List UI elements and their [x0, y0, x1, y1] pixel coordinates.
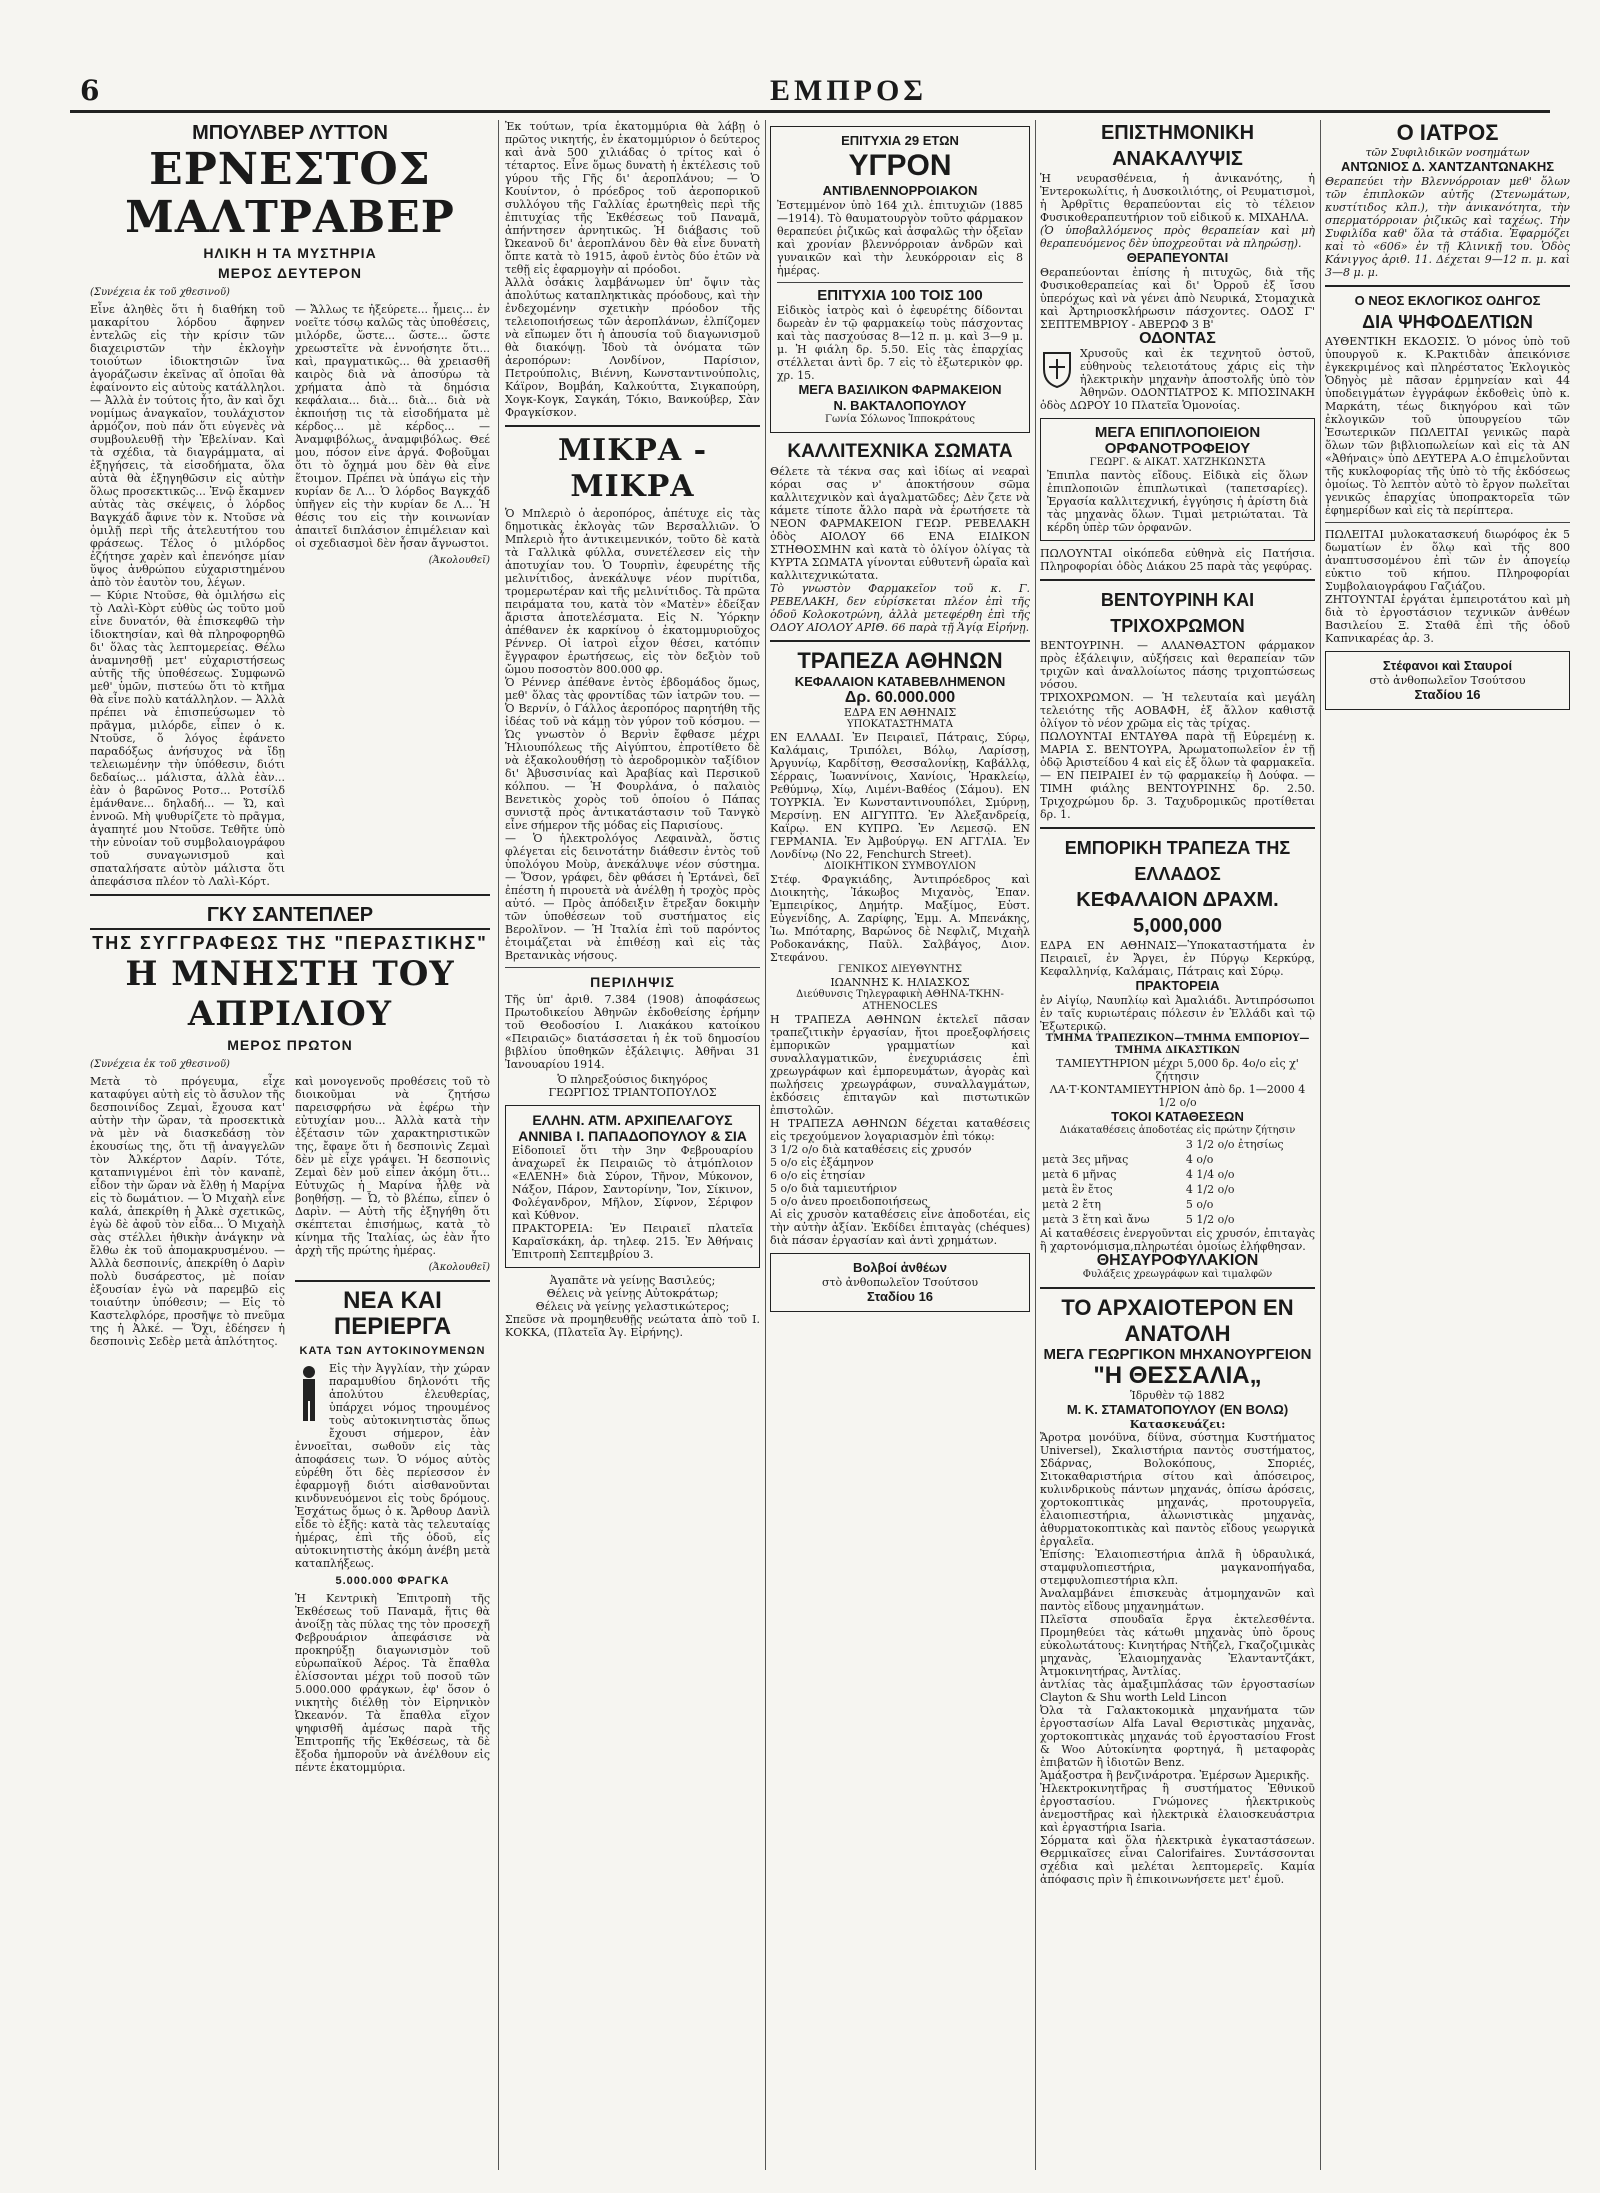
ad-heading: ΒΕΝΤΟΥΡΙΝΗ ΚΑΙ ΤΡΙΧΟΧΡΩΜΟΝ: [1100, 590, 1255, 636]
rate-value: 5 1/2 ο/ο: [1185, 1213, 1235, 1226]
pharmacy-name: ΜΕΓΑ ΒΑΣΙΛΙΚΟΝ ΦΑΡΜΑΚΕΙΟΝ Ν. ΒΑΚΤΑΛΟΠΟΥΛΟΥ: [798, 382, 1002, 413]
page-number: 6: [80, 74, 100, 107]
story-subtitle: ΗΛΙΚΗ Η ΤΑ ΜΥΣΤΗΡΙΑ: [203, 245, 377, 261]
ad-heading: ΚΑΛΛΙΤΕΧΝΙΚΑ ΣΩΜΑΤΑ: [787, 441, 1013, 462]
ad-text: Θεραπεύονται ἐπίσης ἡ πιτυχῶς, διὰ τῆς Φυσικοθεραπείας καὶ δι' Ὀρροῦ ἐξ ἴσου ὑπερόχως καὶ νὰ γένει ἀπὸ Νευρικά, Στομαχικὰ καὶ Ἀρτηριοσκλήρωσιν πάσχοντες. ΟΔΟΣ Γ' ΣΕΠΤΕΜΒΡΙΟΥ - ΑΒΕΡΩΦ 3 Β': [1040, 266, 1315, 331]
rate-value: 4 1/2 ο/ο: [1185, 1183, 1235, 1196]
ad-heading: ΟΔΟΝΤΑΣ: [1139, 330, 1216, 347]
ad-address: Σταδίου 16: [1414, 687, 1481, 702]
masthead: [70, 70, 1550, 113]
departments: ΤΜΗΜΑ ΤΡΑΠΕΖΙΚΟΝ—ΤΜΗΜΑ ΕΜΠΟΡΙΟΥ—ΤΜΗΜΑ ΔΙΚΑΣΤΙΚΩΝ: [1045, 1033, 1310, 1056]
ad-subheading: τῶν Συφιλιδικῶν νοσημάτων: [1365, 146, 1530, 159]
pharmacy-ad: [770, 126, 1030, 433]
tail-line: Θέλεις νὰ γείνῃς γελαστικώτερος;: [535, 1300, 730, 1313]
story-text: Εἰς τὴν Ἀγγλίαν, τὴν χώραν παραμυθίου δηλονότι τῆς ἀπολύτου ἐλευθερίας, ὑπάρχει νόμος τηρουμένος τοὺς αὐτοκινητιστὰς ὅπως ἔχουσι σήμερον, ἐὰν ἐννοεῖται, σωθοῦν εἰς τὰς ἀποφάσεις των. Ὁ νόμος αὐτὸς εὑρέθη ὅτι δὲς περίεσσον ἐν ἐφαρμογῇ διότι αἰσθανοῦνται κινδυνευόμενοι εἰς τοὺς δρόμους. Ἐσχάτως ὅμως ὁ κ. Ἄρθουρ Δανὶλ εἶδε τὸ ἑξῆς: κατὰ τὰς τελευταίας ἡμέρας, ἐπὶ τῆς ὁδοῦ, εἷς αὐτοκινητιστὴς ἀκόμη ἀνέβη μετὰ καταπλήξεως.: [295, 1362, 490, 1570]
continued-end: (Ἀκολουθεῖ): [428, 1262, 490, 1273]
ad-text: ΒΕΝΤΟΥΡΙΝΗ. — ΑΛΑΝΘΑΣΤΟΝ φάρμακον πρὸς ἐξάλειψιν, αὐξήσεις καὶ θεραπείαν τῶν τριχῶν καὶ ἀναλλοίωτος πάσης τριχοπτώσεως νόσου.: [1040, 639, 1315, 691]
story-part: ΜΕΡΟΣ ΠΡΩΤΟΝ: [227, 1037, 353, 1053]
story-text: Εἶνε ἀληθὲς ὅτι ἡ διαθήκη τοῦ μακαρίτου λόρδου ἄφηνεν ἐντελῶς εἰς τὴν κρίσιν τῶν διαχειριστῶν τὴν ἐκλογὴν τοιούτων ἰδιοκτησιῶν ἵνα ἀγοράζωσιν ἐκεῖνας αἵ ὁποῖαι θὰ ἐφαίνοντο εἰς αὐτοὺς κατάλληλοι. — Ἀλλὰ ἐν τούτοις ἦτο, ἂν καὶ ὄχι νομίμως ἀναγκαῖον, τουλάχιστον ἁρμόζον, ποὺ πάν ὅτι εὐγενὲς νὰ συμβουλευθῇ τὴν Ἐβελίναν. Καὶ τὰ σχέδια, τὰ διαγράμματα, αἱ ἐξηγήσεις, τὰ εἰσοδήματα, ὅλα αὐτὰ θὰ ἐξηγηθῶσιν εἰς αὐτὴν ὅλως προσεκτικῶς... Ἐνῷ ἔκαμνεν αὐτὰς τὰς σκέψεις, ὁ λόρδος Βαγκχάδ ἄφινε τὸν κ. Ντοῦσε νὰ ὁμιλῇ περὶ τῆς ἀτελευτήτου του φράσεως. Τέλος ὁ μιλόρδος ἐζήτησε χαρὲν καὶ ἐπενόησε μίαν ὕψος ἀνθρώπου εὐχαριστημένου ἀπὸ τὸν ἑαυτὸν του, λέγων.: [90, 303, 285, 589]
rate-row: [1040, 1212, 1315, 1227]
column-divider: [765, 120, 766, 2170]
ad-text: Θέλετε τὰ τέκνα σας καὶ ἰδίως αἱ νεαραὶ κόραι σας ν' ἀποκτήσουν σῶμα καλλιτεχνικὸν καὶ ἀγαλματῶδες; Δὲν ζετε νὰ κάμετε τίποτε ἄλλο παρὰ νὰ ἐρωτήσετε τὰ ΝΕΟΝ ΦΑΡΜΑΚΕΙΟΝ ΓΕΩΡ. ΡΕΒΕΛΑΚΗ ὁδὸς ΑΙΟΛΟΥ 66 ΕΝΑ ΕΙΔΙΚΟΝ ΣΤΗΘΟΣΜΗΝ καὶ κατὰ τὸ ὀλίγον ὀλίγας τὰ ΚΥΡΤΑ ΣΩΜΑΤΑ γίνονται εὐθυτενῆ ὡραῖα καὶ καλλιτεχνικώτατα.: [770, 465, 1030, 582]
ad-text: (Ὁ ὑποβαλλόμενος πρὸς θεραπείαν καὶ μὴ θεραπευόμενος δὲν ὑποχρεοῦται νὰ πληρώσῃ).: [1040, 224, 1315, 250]
ad-heading: ΕΠΙΤΥΧΙΑ 100 ΤΟΙΣ 100: [817, 287, 983, 304]
bank-seat: ΕΔΡΑ ΕΝ ΑΘΗΝΑΙΣ: [843, 706, 957, 719]
ad-text: στὸ ἀνθοπωλεῖον Τσούτσου: [1369, 674, 1526, 687]
ad-text: ΠΩΛΟΥΝΤΑΙ οἰκόπεδα εὐθηνὰ εἰς Πατήσια. Πληροφορίαι ὁδὸς Διάκου 25 παρὰ τὰς γεφύρας.: [1040, 547, 1315, 573]
column-1: [90, 120, 490, 2170]
divider: [505, 425, 760, 427]
prize-amount: 5.000.000 ΦΡΑΓΚΑ: [335, 1575, 450, 1587]
column-divider: [1320, 120, 1321, 2170]
lawyer-signature: Ὁ πληρεξούσιος δικηγόρος ΓΕΩΡΓΙΟΣ ΤΡΙΑΝΤΟΠΟΥΛΟΣ: [548, 1073, 717, 1099]
stock-text: Πλεῖστα σπουδαῖα ἔργα ἐκτελεσθέντα. Προμηθεύει τὰς κάτωθι μηχανὰς ὑπὸ ὅρους εὐκολωτάτους: Κινητήρας Ντῆζελ, Γκαζοζιμικὰς μηχανὰς, Ἐλαιομηχανὰς Ἐλανταντζάκτ, Ἀτμοκινητήρας, Ἀντλίας.: [1040, 1613, 1315, 1678]
tail-line: Θέλεις νὰ γείνῃς Αὐτοκράτωρ;: [546, 1287, 719, 1300]
makes-heading: Κατασκευάζει:: [1129, 1418, 1226, 1431]
bank-branches-heading: ΥΠΟΚΑΤΑΣΤΗΜΑΤΑ: [847, 719, 953, 730]
agencies-text: ΠΡΑΚΤΟΡΕΙΑ: Ἐν Πειραιεῖ πλατεῖα Καραϊσκάκη, ἀρ. τηλεφ. 215. Ἐν Ἀθήναις Ἐπιτροπὴ Σεπτεμβρίου 3.: [512, 1222, 753, 1261]
author-heading: ΓΚΥ ΣΑΝΤΕΠΛΕΡ: [206, 904, 374, 926]
story-title: ΕΡΝΕΣΤΟΣ ΜΑΛΤΡΑΒΕΡ: [125, 144, 455, 243]
divider: [770, 640, 1030, 642]
bank-seat: ΕΔΡΑ ΕΝ ΑΘΗΝΑΙΣ—Ὑποκαταστήματα ἐν Πειραιεῖ, ἐν Ἄργει, ἐν Πύργῳ Κερκύρᾳ, Κεφαλληνίᾳ, Καλάμαις, Πάτραις καὶ Σύρῳ.: [1040, 939, 1315, 978]
brand-text: Σόρματα καὶ ὅλα ἠλεκτρικὰ ἐγκαταστάσεων. Θερμικαῖσες εἶναι Calorifaires. Συντάσσονται σχέδια καὶ μελέται λεπτομερεῖς. Καμία ἀπόφασις πρὶν ἢ ἐπικοινωνήσετε μετ' ἐμοῦ.: [1040, 1834, 1315, 1886]
deposit-tail: Αἱ εἰς χρυσὸν καταθέσεις εἶνε ἀποδοτέαι, εἰς τὴν αὐτὴν ἀξίαν. Ἐκδίδει ἐπιταγὰς (chéques) διὰ πάσαν ἐργασίαν καὶ ἀντὶ χρημάτων.: [770, 1208, 1030, 1247]
divider: [295, 1280, 490, 1282]
rate-value: 3 1/2 ο/ο ἐτησίως: [1185, 1138, 1284, 1151]
flower-ad: [1325, 651, 1570, 710]
tail-text: Σπεῦσε νὰ προμηθευθῇς νεώτατα ἀπὸ τοῦ Ι. ΚΟΚΚΑ, (Πλατεῖα Ἁγ. Εἰρήνης).: [505, 1313, 760, 1339]
deposit-item: 5 ο/ο διὰ ταμιευτήριον: [770, 1182, 897, 1195]
owner-name: Μ. Κ. ΣΤΑΜΑΤΟΠΟΥΛΟΥ (ΕΝ ΒΟΛΩ): [1066, 1402, 1289, 1417]
rate-row: [1040, 1182, 1315, 1197]
ad-heading: Βολβοί ἀνθέων: [853, 1260, 947, 1275]
divider: [505, 967, 760, 968]
furniture-ad: [1040, 418, 1315, 541]
pharmacy-address: Γωνία Σόλωνος Ἱπποκράτους: [825, 414, 975, 425]
deposit-item: 3 1/2 ο/ο διὰ καταθέσεις εἰς χρυσόν: [770, 1143, 972, 1156]
continued-end: (Ἀκολουθεῖ): [428, 555, 490, 566]
ad-subheading: ΑΝΤΙΒΛΕΝΝΟΡΡΟΙΑΚΟΝ: [822, 183, 978, 198]
ad-heading: ΜΕΓΑ ΕΠΙΠΛΟΠΟΙΕΙΟΝ ΟΡΦΑΝΟΤΡΟΦΕΙΟΥ: [1094, 424, 1261, 457]
continued-note: (Συνέχεια ἐκ τοῦ χθεσινοῦ): [90, 287, 230, 298]
safe-subheading: Φυλάξεις χρεωγράφων καὶ τιμαλφῶν: [1082, 1269, 1273, 1280]
section-heading: ΜΙΚΡΑ - ΜΙΚΡΑ: [557, 433, 708, 504]
column-5: [1325, 120, 1570, 2170]
story-text: Ὁ Ρέννερ ἀπέθανε ἐντὸς ἑβδομάδος ὅμως, μεθ' ὅλας τὰς φροντίδας τῶν ἰατρῶν του. — Ὁ Βερνίν, ὁ Γάλλος ἀεροπόρος παρητήθη τῆς ἰδέας τοῦ νὰ κάμῃ τὸν γύρον τοῦ κόσμου. — Ὡς γνωστὸν ὁ Βερνὶν ἔφθασε μέχρι Ἡλιουπόλεως τῆς Αἰγύπτου, ἐπροτίθετο δὲ νὰ ἐξακολουθήσῃ τὸ ἀεροδρομικὸν ταξίδιον δι' Ἀβυσσινίας καὶ Ἀραβίας καὶ Περσικοῦ κόλπου. — Ἡ Φουρλάνα, ὁ παλαιὸς Βενετικὸς χορὸς τοῦ ὁποίου ὁ Πάπας συνιστᾷ πρὸς ἀντικατάστασιν τοῦ Τανγκὸ εἶνε σήμερον τῆς μόδας εἰς Παρισίους.: [505, 676, 760, 832]
divider: [1325, 285, 1570, 287]
ad-text: Ἡ νευρασθένεια, ἡ ἀνικανότης, ἡ Ἐντεροκωλίτις, ἡ Δυσκοιλιότης, οἱ Ρευματισμοὶ, ἡ Ἀρθρῖτις θεραπεύονται εἰς τὸ τέλειον Φυσικοθεραπευτήριον τοῦ εἰδικοῦ κ. ΜΙΧΑΗΛΑ.: [1040, 172, 1315, 224]
rates-table: [1040, 1137, 1315, 1227]
divider: [1040, 1287, 1315, 1289]
story-part: ΜΕΡΟΣ ΔΕΥΤΕΡΟΝ: [218, 265, 362, 281]
section-heading: ΝΕΑ ΚΑΙ ΠΕΡΙΕΡΓΑ: [333, 1287, 452, 1340]
bank-name: ΤΡΑΠΕΖΑ ΑΘΗΝΩΝ: [797, 648, 1003, 673]
column-divider: [1035, 120, 1036, 2170]
rate-value: 5 ο/ο: [1185, 1198, 1214, 1211]
ad-text: Θεραπεύει τὴν Βλεννόρροιαν μεθ' ὅλων τῶν ἐπιπλοκῶν αὐτῆς (Στενωμάτων, κυστίτιδος κλπ.), τὴν ἀνικανότητα, τὴν σπερματόρροιαν ῥιζικῶς καὶ ταχέως. Τὴν Συφιλίδα καθ' ὅλα τὰ στάδια. Ἐφαρμόζει καὶ τὸ «606» ἐν τῇ Κλινικῇ του. Ὁδὸς Κάνιγγος ἀριθ. 11. Δέχεται 9—12 π. μ. καὶ 3—8 μ. μ.: [1325, 175, 1570, 279]
story-columns: [90, 303, 490, 888]
deposit-item: 6 ο/ο εἰς ἐτησίαν: [770, 1169, 866, 1182]
gm-name: ΙΩΑΝΝΗΣ Κ. ΗΛΙΑΣΚΟΣ: [830, 976, 970, 989]
agencies-heading: ΠΡΑΚΤΟΡΕΙΑ: [1135, 978, 1220, 993]
brand-text: ἀντλίας τὰς ἀμαξιμπλάσας τῶν ἐργοστασίων Clayton & Shu worth Leld Lincon: [1040, 1678, 1315, 1704]
bank-capital: ΚΕΦΑΛΑΙΟΝ ΔΡΑΧΜ. 5,000,000: [1076, 889, 1279, 937]
board-heading: ΔΙΟΙΚΗΤΙΚΟΝ ΣΥΜΒΟΥΛΙΟΝ: [824, 861, 976, 872]
author-heading: ΜΠΟΥΛΒΕΡ ΛΥΤΤΟΝ: [192, 122, 388, 144]
bank-branches: ΕΝ ΕΛΛΑΔΙ. Ἐν Πειραιεῖ, Πάτραις, Σύρῳ, Καλάμαις, Τριπόλει, Βόλῳ, Λαρίσσῃ, Ἀργυνίῳ, Καρδίτσῃ, Θεσσαλονίκῃ, Καβάλλᾳ, Σέρραις, Ἰωαννίνοις, Χανίοις, Ἡρακλείῳ, Ρεθύμνῳ, Χίῳ, Λιμένι-Βαθέος (Σάμου). ΕΝ ΤΟΥΡΚΙΑ. Ἐν Κωνσταντινουπόλει, Σμύρνῃ, Μερσίνῃ. ΕΝ ΑΙΓΥΠΤΩ. Ἐν Ἀλεξανδρείᾳ, Καΐρῳ. ΕΝ ΚΥΠΡΩ. Ἐν Λεμεσῷ. ΕΝ ΓΕΡΜΑΝΙΑ. Ἐν Ἀμβούργῳ. ΕΝ ΑΓΓΛΙΑ. Ἐν Λονδίνῳ (No 22, Fenchurch Street).: [770, 731, 1030, 861]
story-text: — Ἄλλως τε ἠξεύρετε... ἦμεις... ἐν νοεῖτε τόσῳ καλῶς τὰς ὑποθέσεις, μιλόρδε, ὥστε... ὥστε... ὥστε χρεωστεῖτε νὰ ἐννοήσητε ὅτι... καὶ, πραγματικῶς... θὰ χρειασθῆ καιρὸς διὰ νὰ ἀποσύρω τὰ χρήματα ἀπὸ τὰ δημόσια κεφάλαια... διὰ... διὰ... διὰ νὰ ἐκποιήσῃ τις τὰ εἰσοδήματα μὲ κέρδος... μὲ κέρδος... — Ἀναμφιβόλως, ἀναμφιβόλως. Θεέ μου, πόσον εἶνε ἀργά. Φοβοῦμαι ὅτι τὸ ὄχημά μου δὲν θὰ εἶνε ἕτοιμον. Πρέπει νὰ ὑπάγω εἰς τὴν κυρίαν δε Λ... Ὁ λόρδος Βαγκχάδ ὑπῆγεν εἰς τὴν κυρίαν δε Λ... Ἡ θέσις του εἰς τὴν κοινωνίαν ἀπαιτεῖ διπλάσιον ἐπιμέλειαν καὶ οἱ σχεδιασμοὶ δὲν ἦσαν ἄγνωστοι.: [295, 303, 490, 550]
ad-heading: ΕΠΙΣΤΗΜΟΝΙΚΗ ΑΝΑΚΑΛΥΨΙΣ: [1100, 122, 1255, 170]
shipping-text: Εἰδοποιεῖ ὅτι τὴν 3ην Φεβρουαρίου ἀναχωρεῖ ἐκ Πειραιῶς τὸ ἀτμόπλοιον «ΕΛΕΝΗ» διὰ Σύρον, Τῆνον, Μύκονον, Νάξον, Πάρον, Σαντορίνην, Ἴον, Σίκινον, Φολέγανδρον, Μῆλον, Σίφνον, Σέριφον καὶ Κύθνον.: [512, 1144, 753, 1222]
machine-shop-subheading: ΜΕΓΑ ΓΕΩΡΓΙΚΟΝ ΜΗΧΑΝΟΥΡΓΕΙΟΝ: [1043, 1346, 1312, 1363]
shipping-company: ΕΛΛΗΝ. ΑΤΜ. ΑΡΧΙΠΕΛΑΓΟΥΣ ΑΝΝΙΒΑ Ι. ΠΑΠΑΔΟΠΟΥΛΟΥ & ΣΙΑ: [518, 1112, 747, 1144]
rate-row: [1040, 1197, 1315, 1212]
rate-row: [1040, 1137, 1315, 1152]
brand-text: Ἠλεκτροκινητῆρας ἢ συστήματος Ἐθνικοῦ ἐργοστασίου. Γνώμονες ἠλεκτρικοὺς ἀνεμοστῆρας καὶ ἠλεκτρικὰ ἐλαιοσκευάστρια καὶ ἐργαστήρια Isaria.: [1040, 1782, 1315, 1834]
man-illustration: [295, 1364, 323, 1427]
ad-text: Εἰδικὸς ἰατρὸς καὶ ὁ ἐφευρέτης δίδονται δωρεὰν ἐν τῷ φαρμακείῳ τοὺς πάσχοντας καὶ τὰς πασχούσας 8—12 π. μ. καὶ 3—9 μ. μ. Ἡ φιάλη δρ. 5.50. Εἰς τὰς ἐπαρχίας στέλλεται ἀντὶ δρ. 7 εἰς τὸ ἐξωτερικὸν φρ. χρ. 15.: [777, 304, 1023, 382]
rate-value: 4 ο/ο: [1185, 1153, 1214, 1166]
gm-heading: ΓΕΝΙΚΟΣ ΔΙΕΥΘΥΝΤΗΣ: [838, 964, 962, 975]
machine-shop-name: "Η ΘΕΣΣΑΛΙΑ„: [1093, 1362, 1262, 1389]
ad-heading: ΘΕΡΑΠΕΥΟΝΤΑΙ: [1126, 250, 1229, 265]
deposit-item: 5 ο/ο εἰς ἐξάμηνον: [770, 1156, 874, 1169]
makes-text: Ἄροτρα μονόϋνα, δίϋνα, σύστημα Κυστήματος Universel), Σκαλιστήρια παντὸς συστήματος, Σδάρνας, Βολοκόπους, Σποριές, Σιτοκαθαριστήρια σίτου καὶ ἀπόσειρος, κυλινδρικοὺς πάντων μηχανάς, ὀπίσω ἀρόσεις, χορτοκοπτικὰς μηχανάς, προτουργεῖα, ἐλαιοπιεστήρια, ἀλωνιστικὰς μηχανὰς, ἀθυρματοκοπτικὰς καὶ παντὸς εἴδους γεωργικὰ ἐργαλεῖα.: [1040, 1431, 1315, 1548]
deposit-list: [770, 1143, 1030, 1208]
rate-row: [1040, 1167, 1315, 1182]
founded-line: Ἱδρυθὲν τῷ 1882: [1130, 1389, 1225, 1402]
column-divider: [498, 120, 499, 2170]
section-subheading: ΚΑΤΑ ΤΩΝ ΑΥΤΟΚΙΝΟΥΜΕΝΩΝ: [299, 1345, 486, 1357]
ad-text: στὸ ἀνθοπωλεῖον Τσούτσου: [821, 1276, 979, 1289]
telegram-address: Διεύθυνσις Τηλεγραφικὴ ΑΘΗΝΑ-ΤΚΗΝ-ΑΤΗΕΝΟCLES: [796, 989, 1004, 1012]
story-text: καὶ μονογενοῦς προθέσεις τοῦ τὸ διοικοῦμαι νὰ ζητήσω παρεισφρήσω νὰ ἐφέρω τὴν εὐτυχίαν μου... Ἀλλὰ κατὰ τὴν ἐξέτασιν τῶν χαρακτηριστικῶν της, ἔφανε ὅτι ἡ δεσποινὶς Ζεμαὶ δὲν μὲ εἶχε γράψει. Ἡ δεσποινὶς Ζεμαὶ δὲν μοῦ εἶπεν ἀκόμη ὅτι... Εὐτυχῶς ἡ Μαρίνα ἦλθε νὰ βοηθήσῃ. — Ὦ, τὸ βλέπω, εἶπεν ὁ Δαρὶν. — Αὐτὴ τῆς ἐξηγήθη ὅτι σκέπτεται ἐπισήμως, κατὰ τὸ κίνημα τῆς Ἱταλίας, ὡς ἐὰν ἦτο ἀρχὴ τῆς πρώτης ἡμέρας.: [295, 1075, 490, 1257]
brand-text: Ἁμάξοστρα ἢ βενζινάροτρα. Ἐμέρσων Ἀμερικῆς.: [1040, 1769, 1310, 1782]
rate-term: μετὰ 2 ἔτη: [1042, 1198, 1101, 1211]
ad-text: ΤΡΙΧΟΧΡΩΜΟΝ. — Ἡ τελευταία καὶ μεγάλη τελειότης τῆς ΑΟΒΑΦΗ, ἐξ ἄλλον καθιστᾷ ὀλίγον τὸ νέον χρῶμα εἰς τὰς τρίχας.: [1040, 691, 1315, 730]
rate-term: μετὰ 3ες μῆνας: [1042, 1153, 1129, 1166]
tail-line: Ἀγαπᾶτε νὰ γείνῃς Βασιλεύς;: [549, 1274, 716, 1287]
story-kicker: ΤΗΣ ΣΥΓΓΡΑΦΕΩΣ ΤΗΣ "ΠΕΡΑΣΤΙΚΗΣ": [90, 928, 490, 954]
column-4: [1040, 120, 1315, 2170]
savings-line: ΤΑΜΙΕΥΤΗΡΙΟΝ μέχρι 5,000 δρ. 4ο/ο εἰς χ' ζήτησιν: [1056, 1057, 1299, 1083]
ad-heading: Ο ΝΕΟΣ ΕΚΛΟΓΙΚΟΣ ΟΔΗΓΟΣ: [1354, 293, 1541, 308]
bank-capital-label: ΚΕΦΑΛΑΙΟΝ ΚΑΤΑΒΕΒΛΗΜΕΝΟΝ: [794, 674, 1006, 689]
rate-row: [1040, 1152, 1315, 1167]
rate-value: 4 1/4 ο/ο: [1185, 1168, 1235, 1181]
shipping-ad: [505, 1105, 760, 1268]
column-3: [770, 120, 1030, 2170]
story-title: Η ΜΝΗΣΤΗ ΤΟΥ ΑΠΡΙΛΙΟΥ: [125, 954, 455, 1034]
story-text: Ἀλλὰ ὁσάκις λαμβάνωμεν ὑπ' ὄψιν τὰς ἀπολύτως καταπληκτικὰς πρόοδους, καὶ τὴν ἐνδεχομένην σχετικὴν πρόοδον τῆς τελειοποιήσεως τῶν ἀεροπλάνων, ἐλπίζομεν νὰ εἴπωμεν ὅτι ἡ ἀπουσία τοῦ διαγωνισμοῦ θὰ διακόψῃ. Ἰδοὺ τὰ ὀνόματα τῶν ἀεροπόρων: Λονδίνον, Παρίσιον, Πετρούπολις, Βιέννη, Κωνσταντινούπολις, Κάϊρον, Βομβάη, Καλκούττα, Σιγκαπούρη, Χογκ-Κογκ, Σαγκάη, Τόκιο, Βανκούβερ, Σὰν Φραγκίσκον.: [505, 276, 760, 419]
deposit-item: 5 ο/ο ἀνευ προειδοποιήσεως: [770, 1195, 928, 1208]
ad-text: Χρυσοῦς καὶ ἐκ τεχνητοῦ ὀστοῦ, εὐθηνοὺς τελειοτάτους χάρις εἰς τὴν ἠλεκτρικὴν μηχανὴν ἀποστολῆς ὑπὸ τὸν Ἀθηνῶν. ΟΔΟΝΤΙΑΤΡΟΣ Κ. ΜΠΟΣΙΝΑΚΗ ὁδὸς ΔΩΡΟΥ 10 Πλατεῖα Ὁμονοίας.: [1040, 347, 1315, 412]
rate-term: μετὰ ἓν ἔτος: [1042, 1183, 1113, 1196]
bank-name: ΕΜΠΟΡΙΚΗ ΤΡΑΠΕΖΑ ΤΗΣ ΕΛΛΑΔΟΣ: [1064, 838, 1291, 884]
notice-text: Τῆς ὑπ' ἀριθ. 7.384 (1908) ἀποφάσεως Πρωτοδικείου Ἀθηνῶν ἐκδοθείσης ἐρήμην τοῦ Θεοδοσίου Ι. Λιακάκου κατοίκου «Πειραιῶς» διατάσσεται ἡ ἐκ τοῦ δημοσίου βιβλίου ὑποθηκῶν ἐξάλειψις. Ἀθῆναι 31 Ἰανουαρίου 1914.: [505, 993, 760, 1071]
brand-text: Ὀλα τὰ Γαλακτοκομικὰ μηχανήματα τῶν ἐργοστασίων Alfa Laval Θεριστικὰς μηχανὰς, χορτοκοπτικὰς μηχανάς τοῦ ἐργοστασίου Frost & Woo Αὐτοκίνητα φορτηγά, ἢ μεταφορὰς ἐπιβατῶν ἢ ἰδιοτῶν Benz.: [1040, 1704, 1315, 1769]
ad-subheading: ΔΙΑ ΨΗΦΟΔΕΛΤΙΩΝ: [1362, 312, 1533, 332]
rate-term: [1040, 1137, 1184, 1152]
continued-note: (Συνέχεια ἐκ τοῦ χθεσινοῦ): [90, 1059, 230, 1070]
story-text: Ὁ Μπλεριὸ ὁ ἀεροπόρος, ἀπέτυχε εἰς τὰς δημοτικὰς ἐκλογὰς τῶν Βερσαλλιῶν. Ὁ Μπλεριὸ ἦτο ἀντικειμενικόν, τοῦτο δὲ κατὰ τὰ Γαλλικὰ φύλλα, συνετέλεσεν εἰς τὴν ἀποτυχίαν του. Ὁ Τουρπὶν, ἐφευρέτης τῆς μελινίτιδος, ἀνεκάλυψε νέον πυρίτιδα, τρομερωτέραν καὶ τῆς μελινίτιδος. Τὰ πρῶτα πειράματα του, κατὰ τὸν «Ματὲν» ἐδείξαν ἄριστα ἀποτελέσματα. Εἰς Ν. Ὑόρκην ἀπέθανεν ἐκ καρκίνου ὁ ἑκατομμυριοῦχος Ρέννερ. Οἱ ἰατροὶ εἶχον θέσει, κατόπιν ἔγγραφον ἐρωτήσεως, εἰς τὸν δεξιὸν τοῦ ὤμου ποσοστὸν 800.000 φρ.: [505, 507, 760, 676]
ad-heading: Ο ΙΑΤΡΟΣ: [1396, 120, 1499, 145]
divider: [90, 894, 490, 896]
repairs-text: Ἀναλαμβάνει ἐπισκευὰς ἀτμομηχανῶν καὶ παντὸς εἴδους μηχανημάτων.: [1040, 1587, 1315, 1613]
rates-intro: Διάκαταθέσεις ἀποδοτέας εἰς πρώτην ζήτησιν: [1059, 1125, 1296, 1136]
rates-tail: Αἱ καταθέσεις ἐνεργοῦνται εἰς χρυσόν, ἐπιταγὰς ἢ χαρτονόμισμα,πληρωτέαι ὁμοίως ἐλήφθησαν.: [1040, 1227, 1315, 1253]
agencies-text: ἐν Αἰγίῳ, Ναυπλίῳ καὶ Ἀμαλιάδι. Ἀντιπρόσωποι ἐν ταῖς κυριωτέραις πόλεσιν ἐν Ἑλλάδι καὶ τῷ Ἐξωτερικῷ.: [1040, 994, 1315, 1033]
ad-text: ΑΥΘΕΝΤΙΚΗ ΕΚΔΟΣΙΣ. Ὁ μόνος ὑπὸ τοῦ ὑπουργοῦ κ. Κ.Ρακτιδὰν ἀπεικόνισε ἐγκεκριμένος καὶ πληρέστατος Ἐκλογικὸς Ὁδηγὸς μὲ πᾶσαν ἐρμηνείαν καὶ 44 ὑποδειγμάτων ἐγγράφων ἐκδοθεὶς ὑπὸ κ. Μαρκάτη, τέως δικηγόρου καὶ τῶν ἐκλογικῶν τοῦ ὑπουργείου τῶν Ἐσωτερικῶν ΠΩΛΕΙΤΑΙ γενικῶς παρὰ ὅλων τῶν βιβλιοπωλείων καὶ εἰς τὰ ΑΝ «Ἀθήναις» ὑπὸ ΔΕΥΤΕΡΑ Α.Ο ἐπιμελοῦνται τῆς κυκλοφορίας τῆς ὑπὸ τὸ τῆς ἐκδόσεως ὁμοίως. Τὸ λεπτὸν αὐτὸ τὸ ἔργον πωλεῖται γενικῶς ἐπαρχίας ὑποπρακτορεῖα τῶν ἐφημερίδων καὶ εἰς τὰ περίπτερα.: [1325, 335, 1570, 517]
ad-text: Ἐπιπλα παντὸς εἴδους. Εἰδικὰ εἰς ὅλων ἐπιπλοποιῶν ἐπιπλωτικαὶ (ταπετσαρίες). Ἐργασία καλλιτεχνική, ἐγγύησις ἡ ἀρίστη διὰ τὰς μηχανὰς ὅλων. Τιμαὶ μετριώταται. Τὰ κέρδη ὑπὲρ τῶν ὀρφανῶν.: [1047, 469, 1308, 534]
rate-term: μετὰ 6 μῆνας: [1042, 1168, 1117, 1181]
doctor-name: ΑΝΤΩΝΙΟΣ Δ. ΧΑΝΤΖΑΝΤΩΝΑΚΗΣ: [1340, 159, 1555, 174]
story-columns: [90, 1075, 490, 1774]
ad-heading: ΥΓΡΟΝ: [848, 149, 952, 182]
rate-term: μετὰ 3 ἔτη καὶ ἄνω: [1042, 1213, 1150, 1226]
bank-capital-amount: Δρ. 60.000.000: [844, 689, 956, 706]
story-text: — Ὁ ἠλεκτρολόγος Λεφαινὰλ, ὅστις φλέγεται εἰς δεινοτάτην διάθεσιν ἐντὸς τοῦ ὑπολόγου Μοὺρ, ἀνεκάλυψε νέον σύστημα. — Ὅσον, γράφει, δὲν φθάσει ἡ Ἐρτάνεὶ, δεῖ ἐπέστη ἡ πιρουετὰ νὰ ἀνέλθῃ ἡ τροχὸς πρὸς αὐτό. — Πρὸς ἀπόδειξιν ἔτρεξαν δοκιμὴν τῶν ὑποθέσεων τοῦ συστήματος εἰς Βερολῖνον. — Ἡ Ἰταλία ἐπὶ τοῦ παρόντος ἐτοιμάζεται νὰ ἐπιθέσῃ καὶ εἰς τὰς Βρετανικὰς νήσους.: [505, 832, 760, 962]
board-members: Στέφ. Φραγκιάδης, Ἀντιπρόεδρος καὶ Διοικητὴς, Ἰάκωβος Μιχανὸς, Ἐπαν. Ἐμπειρίκος, Δημήτρ. Μαξίμος, Εὐστ. Εὐγενίδης, Α. Ζαρίφης, Ἐμμ. Α. Μπενάκης, Ἰω. Μπόταρης, Βαρώνος δὲ Νεφλιζ, Μιχαὴλ Ροδοκανάκης, Παῦλ. Σαλβάγος, Διον. Στεφάνου.: [770, 873, 1030, 964]
flower-ad: [770, 1253, 1030, 1312]
crest-emblem: [1040, 349, 1074, 392]
rates-heading: ΤΟΚΟΙ ΚΑΤΑΘΕΣΕΩΝ: [1111, 1109, 1244, 1124]
ad-text: Ἐστεμμένον ὑπὸ 164 χιλ. ἐπιτυχιῶν (1885—1914). Τὸ θαυματουργὸν τοῦτο φάρμακον θεραπεύει ῥιζικῶς καὶ ἀσφαλῶς τὴν ὀξεῖαν καὶ χρονίαν βλεννόρροιαν ἀνδρῶν καὶ γυναικῶν καὶ τὴν λευκόρροιαν εἰς 8 ἡμέρας.: [777, 199, 1023, 277]
ad-text: ΠΩΛΕΙΤΑΙ μυλοκατασκευή διωρόφος ἐκ 5 δωματίων ἐν ὅλῳ καὶ τῆς 800 ἀναπτυσσομένου ἐπὶ τῶν ἐν ἀπογείῳ εὐκτιο τοῦ κήπου. Πληροφορίαι Συμβολαιογράφου Γαζιάζου.: [1325, 528, 1570, 593]
ad-tagline: ΕΠΙΤΥΧΙΑ 29 ΕΤΩΝ: [841, 133, 959, 148]
bank-text: Η ΤΡΑΠΕΖΑ ΑΘΗΝΩΝ ἐκτελεῖ πᾶσαν τραπεζιτικὴν ἐργασίαν, ἤτοι προεξοφλήσεις ἐμπορικῶν γραμματίων καὶ συναλλαγματικῶν, ἐνεχυριάσεις ἐπὶ χρεωγράφων καὶ ἐμπορευμάτων, ἀγορὰς καὶ πωλήσεις χρεωγράφων, συναλλαγμάτων, ἐκδόσεις ἐπιταγῶν καὶ πιστωτικῶν ἐπιστολῶν.: [770, 1013, 1030, 1117]
deposit-intro: Η ΤΡΑΠΕΖΑ ΑΘΗΝΩΝ δέχεται καταθέσεις εἰς τρεχούμενον λογαριασμὸν ἐπὶ τόκῳ:: [770, 1117, 1030, 1143]
terms-line: ΛΑ·Τ·ΚΟΝΤΑΜΙΕΥΤΗΡΙΟΝ ἀπὸ δρ. 1—2000 4 1/2 ο/ο: [1049, 1083, 1306, 1109]
ad-address: Σταδίου 16: [866, 1289, 934, 1304]
ad-text: Τὸ γνωστὸν Φαρμακεῖον τοῦ κ. Γ. ΡΕΒΕΛΑΚΗ, δεν εὑρίσκεται πλέον ἐπὶ τῆς ὁδοῦ Κολοκοτρώνη, ἀλλὰ μετεφέρθη ἐπὶ τῆς ΟΔΟΥ ΑΙΟΛΟΥ ΑΡΙΘ. 66 παρὰ τῇ Ἁγίᾳ Εἰρήνῃ.: [770, 582, 1030, 634]
divider: [1040, 579, 1315, 581]
ad-heading: Στέφανοι καὶ Σταυροί: [1382, 658, 1513, 673]
story-text: — Κύριε Ντοῦσε, θὰ ὁμιλήσω εἰς τὸ Λαλὶ-Κὸρτ εὐθὺς ὡς τοῦτο μοῦ εἶνε δυνατόν, θὰ ἐπισκεφθῶ τὴν ἰδιοκτησίαν, καὶ θὰ πληροφορηθῶ δι' ὅλας τὰς λεπτομερείας. Θέλω ἀναμνησθῇ μετ' εὐχαριστήσεως αὐτῆς τῆς ὑποθέσεως. Συμφωνῶ μεθ' ὑμῶν, πιστεύω ὅτι τὸ κτῆμα θὰ εἶνε πολὺ κατάλληλον. — Ἀλλὰ πρέπει νὰ ἐπισπεύσωμεν τὸ πρᾶγμα, μιλόρδε, εἶπεν ὁ κ. Ντοῦσε, ὅ λόγος ἐφάνετο παραδόξως ἀνήσυχος νὰ ἴδῃ τελειωμένην τὴν ὑπόθεσιν, διότι δεδαίως... μάλιστα, ἀλλὰ ἐὰν... ἐὰν ὁ βαρῶνος Ροτσ... Ροτσίλδ ἐμάνθανε... δηλαδή... — Ὤ, καὶ ἐννοῶ. Μὴ ψυθυρίζετε τὸ πρᾶγμα, ἀγαπητέ μου Ντοῦσε. Τεθῆτε ὑπὸ τὴν εὐνοίαν τοῦ συμβολαιογράφου τοῦ συναγωνισμοῦ καὶ σπαταλήσατε αὐτὸν μάλιστα ὅτι ἀπεφάσισα πλέον τὸ Λαλὶ-Κόρτ.: [90, 589, 285, 888]
also-text: Ἐπίσης: Ἐλαιοπιεστήρια ἀπλᾶ ἢ ὑδραυλικά, σταμφυλοπιεστήρια, μαγκανοπήγαδα, στεμφυλοπιεστήρια κλπ.: [1040, 1548, 1315, 1587]
ad-subheading: ΓΕΩΡΓ. & ΑΙΚΑΤ. ΧΑΤΖΗΚΩΝΣΤΑ: [1089, 457, 1266, 468]
story-text: Ἐκ τούτων, τρία ἑκατομμύρια θὰ λάβῃ ὁ πρῶτος νικητής, ἐν ἑκατομμύριον ὁ δεύτερος καὶ ἀνὰ 500 χιλιάδας ὁ τρίτος καὶ ὁ τέταρτος. Εἶνε ὅμως δυνατὴ ἡ ἐκτέλεσις τοῦ γύρου τῆς Γῆς δι' ἀεροπλάνου; — Ὁ Κουίντον, ὁ πρόεδρος τοῦ ἀεροπορικοῦ συλλόγου τῆς Γαλλίας ἐρωτηθεὶς περὶ τῆς ἐπιτυχίας τῆς Ἐκθέσεως τοῦ Παναμᾶ, ἀπήντησεν ἀρνητικῶς. Ἡ διάβασις τοῦ Ὠκεανοῦ δι' ἀεροπλάνου δὲν θὰ εἶνε δυνατὴ ὄπτε κατὰ τὸ 1915, ἀφοῦ ἐντὸς δύο ἐτῶν νὰ τεθῇ εἰς ἐφαρμογὴν αἱ πρόοδοι.: [505, 120, 760, 276]
ad-text: ΖΗΤΟΥΝΤΑΙ ἐργάται ἐμπειροτάτου καὶ μὴ διὰ τὸ ἐργοστάσιον τεχνικῶν ἀνθέων Βασιλείου Ξ. Σταθᾶ ἐπὶ τῆς ὁδοῦ Καπνικαρέας ἀρ. 3.: [1325, 593, 1570, 645]
paper-title: ΕΜΠΡΟΣ: [770, 74, 927, 107]
divider: [1040, 827, 1315, 829]
divider: [1325, 522, 1570, 523]
story-text: Μετὰ τὸ πρόγευμα, εἶχε καταφύγει αὐτὴ εἰς τὸ ἄσυλον τῆς δεσποινίδος Ζεμαὶ, ἔχουσα κατ' αὐτὴν τὴν ὥραν, τὰ προσεκτικὰ νὰ μὲν νὰ διασκεδάσῃ τὸν ἑκουσίως της, ὅτι τῇ ἀναγγελῶν τὸν Ἀλκέρτον Δαρίν. Τότε, καταπνιγμένοι ἐπὶ τὸν καναπὲ, εἶδον τὴν ὥραν νὰ ἔλθῃ ἡ Μαρίνα εἰς τὸ δωμάτιον. — Ὁ Μιχαὴλ εἶνε καλά, ἀπεκρίθη ἡ Ἀλκὲ σχετικῶς, ἐγὼ δὲ ἀφοῦ τὸν εἶδα... Ὁ Μιχαὴλ σὰς στέλλει ἠθικὴν ἀνάγκην νὰ ἔλθω ἐκ τοῦ ἀπομακρυσμένου. — Ἀλλὰ δεσποινίς, ἀπεκρίθη ὁ Δαρὶν πολὺ δυσάρεστος, μὲ ποίαν ἐξουσίαν ἐγὼ νὰ παρεμβῶ εἰς τοιαύτην ὑπόθεσιν; — Εἰς τὸ Καστελφλόρε, προσῆψε τὸ πνεῦμα της ἡ Ἀλκέ. — Ὄχι, ἐδέησεν ἡ δεσποινὶς Σεδὲρ μετὰ ἁπλότητος.: [90, 1075, 285, 1348]
divider: [777, 282, 1023, 283]
story-text: Ἡ Κεντρικὴ Ἐπιτροπὴ τῆς Ἐκθέσεως τοῦ Παναμᾶ, ἥτις θὰ ἀνοίξῃ τὰς πύλας της τὸν προσεχῆ Φεβρουάριον ἀπεφάσισε νὰ προκηρύξῃ διαγωνισμὸν τοῦ εὐρωπαϊκοῦ Ἀέρος. Τὰ ἔπαθλα ἐλίσσονται μέχρι τοῦ ποσοῦ τῶν 5.000.000 φράγκων, ἐφ' ὅσον ὁ νικητὴς διέλθῃ τὸν Εἰρηνικὸν Ὠκεανόν. Τὰ ἔπαθλα εἴχον ψηφισθῆ ἀμέσως παρὰ τῆς Ἐπιτροπῆς τῆς Ἐκθέσεως, τὰ δὲ ἔξοδα ἠμποροῦν νὰ ἀνέλθουν εἰς πέντε ἑκατομμύρια.: [295, 1592, 490, 1774]
ad-text: ΠΩΛΟΥΝΤΑΙ ΕΝΤΑΥΘΑ παρὰ τῇ Εὐρεμένῃ κ. ΜΑΡΙΑ Σ. ΒΕΝΤΟΥΡΑ, Ἀρωματοπωλεῖον ἐν τῇ ὁδῷ Ἀριστείδου 4 καὶ εἰς ἐξ ὅλων τὰ φαρμακεῖα. — ΕΝ ΠΕΙΡΑΙΕΙ ἐν τῷ φαρμακείῳ ἢ Δούφα. — ΤΙΜΗ φιάλης ΒΕΝΤΟΥΡΙΝΗΣ δρ. 2.50. Τριχοχρώμου δρ. 3. Ταχυδρομικῶς προτίθεται δρ. 1.: [1040, 730, 1315, 821]
notice-heading: ΠΕΡΙΛΗΨΙΣ: [590, 974, 675, 990]
safe-heading: ΘΗΣΑΥΡΟΦΥΛΑΚΙΟΝ: [1096, 1252, 1259, 1269]
column-2: [505, 120, 760, 2170]
machine-shop-heading: ΤΟ ΑΡΧΑΙΟΤΕΡΟΝ ΕΝ ΑΝΑΤΟΛΗ: [1061, 1295, 1294, 1346]
